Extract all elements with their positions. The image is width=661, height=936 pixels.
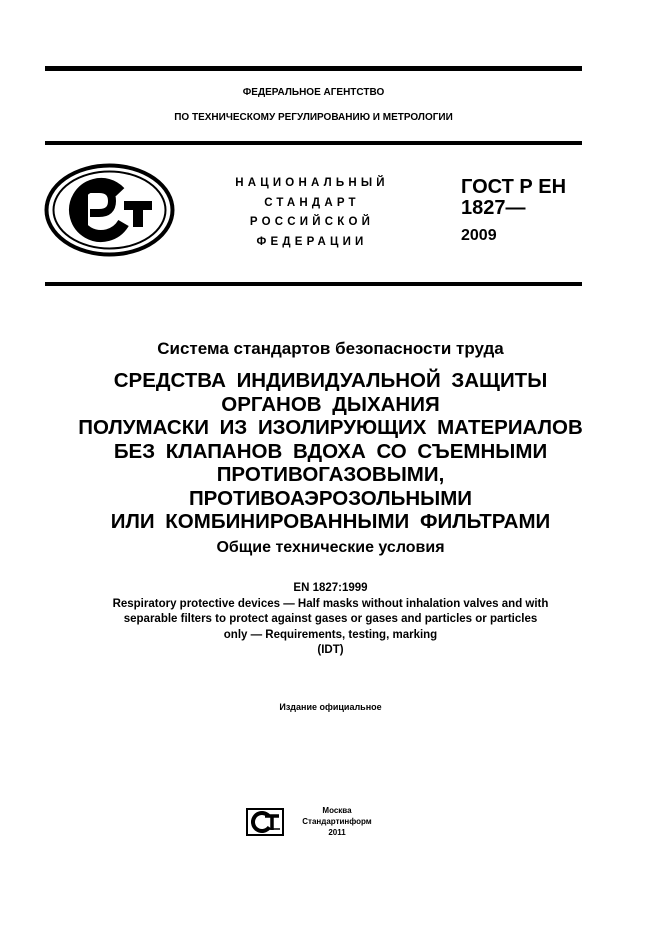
en-title-line: only — Requirements, testing, marking [223, 628, 438, 641]
standard-series: Система стандартов безопасности труда [157, 339, 504, 358]
standard-code-year: 2009 [461, 227, 497, 244]
agency-line-1: ФЕДЕРАЛЬНОЕ АГЕНТСТВО [242, 87, 385, 98]
en-reference [20, 581, 641, 659]
standard-code [461, 177, 566, 219]
publisher-name: Стандартинформ [302, 817, 372, 826]
national-standard-line-3: РОССИЙСКОЙ [249, 216, 375, 228]
top-rule [45, 66, 582, 71]
publisher-city: Москва [322, 806, 352, 815]
title-line: СРЕДСТВА ИНДИВИДУАЛЬНОЙ ЗАЩИТЫ [113, 369, 548, 392]
national-standard-line-4: ФЕДЕРАЦИИ [256, 235, 368, 248]
title-line: БЕЗ КЛАПАНОВ ВДОХА СО СЪЕМНЫМИ [113, 439, 548, 463]
publisher-info [297, 805, 377, 838]
title-line: ПРОТИВОГАЗОВЫМИ, [216, 463, 445, 486]
title-line: ПОЛУМАСКИ ИЗ ИЗОЛИРУЮЩИХ МАТЕРИАЛОВ [78, 416, 583, 439]
en-equivalence: (IDT) [317, 644, 344, 656]
edition-label: Издание официальное [279, 702, 382, 712]
national-standard-label [212, 174, 412, 252]
en-title-line: separable filters to protect against gases or gases and particles or particles [123, 613, 538, 625]
standartinform-logo-icon [246, 808, 284, 836]
title-line: ОРГАНОВ ДЫХАНИЯ [221, 392, 440, 416]
national-standard-line-2: СТАНДАРТ [264, 196, 360, 209]
title-line: ИЛИ КОМБИНИРОВАННЫМИ ФИЛЬТРАМИ [110, 510, 551, 533]
national-standard-line-1: НАЦИОНАЛЬНЫЙ [235, 177, 389, 189]
rst-certification-mark-icon [44, 163, 175, 257]
standard-code-line-2: 1827— [461, 197, 526, 219]
document-title [20, 369, 641, 534]
middle-rule [45, 141, 582, 145]
standard-code-line-1: ГОСТ Р ЕН [461, 176, 567, 198]
publisher-year: 2011 [328, 828, 346, 837]
document-subtitle: Общие технические условия [216, 539, 445, 556]
en-code: EN 1827:1999 [293, 582, 368, 594]
agency-line-2: ПО ТЕХНИЧЕСКОМУ РЕГУЛИРОВАНИЮ И МЕТРОЛОГИИ [174, 112, 453, 123]
title-line: ПРОТИВОАЭРОЗОЛЬНЫМИ [188, 486, 473, 510]
en-title-line: Respiratory protective devices — Half masks without inhalation valves and with [112, 597, 549, 610]
bottom-rule [45, 282, 582, 286]
